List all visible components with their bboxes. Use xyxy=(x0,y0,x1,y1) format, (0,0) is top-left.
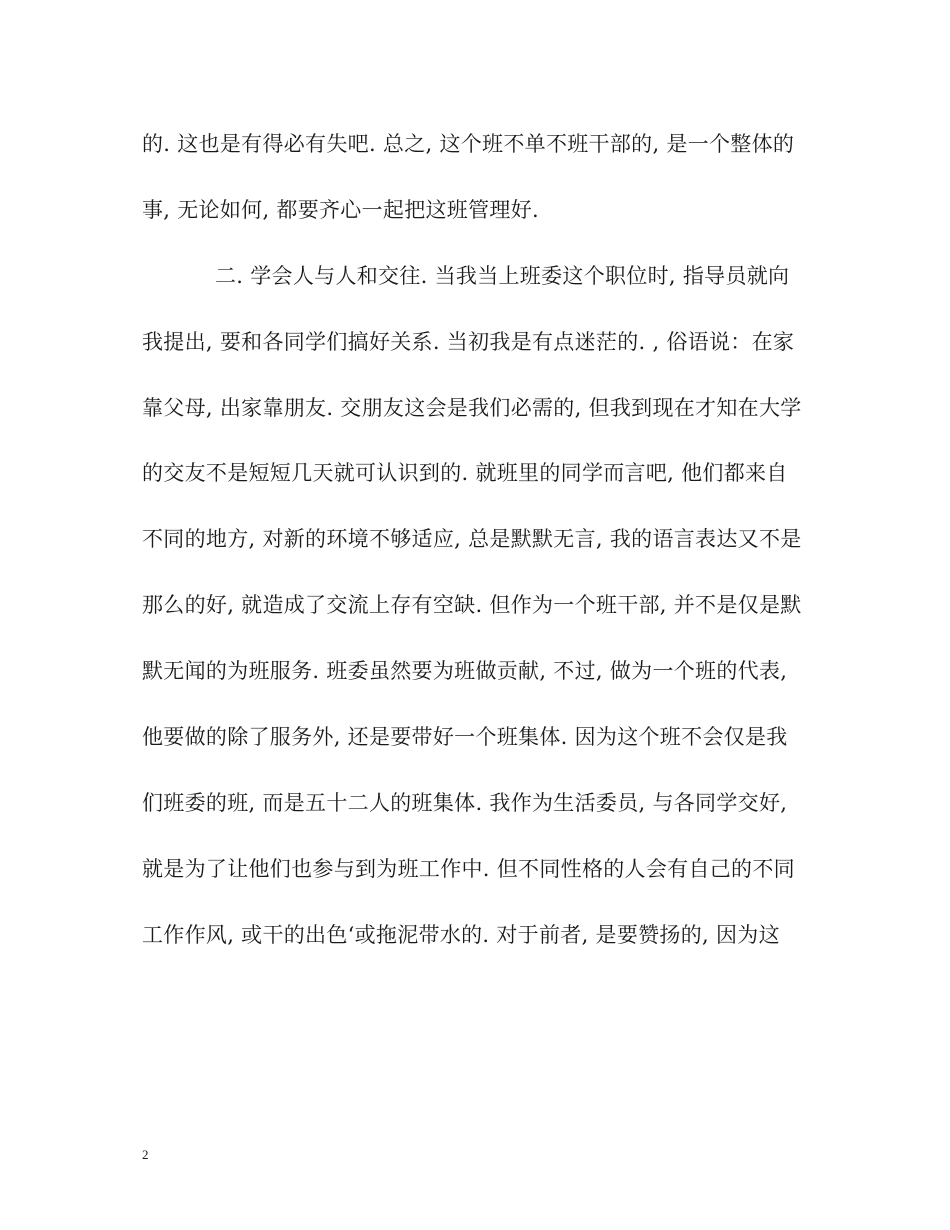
text-line: 的. 这也是有得必有失吧. 总之, 这个班不单不班干部的, 是一个整体的 xyxy=(142,132,795,156)
text-line: 他要做的除了服务外, 还是要带好一个班集体. 因为这个班不会仅是我 xyxy=(142,725,788,750)
text-line: 就是为了让他们也参与到为班工作中. 但不同性格的人会有自己的不同 xyxy=(142,856,795,881)
text-line: 们班委的班, 而是五十二人的班集体. 我作为生活委员, 与各同学交好, xyxy=(142,790,788,815)
text-line: 工作作风, 或干的出色‘或拖泥带水的. 对于前者, 是要赞扬的, 因为这 xyxy=(142,922,780,947)
text-line: 靠父母, 出家靠朋友. 交朋友这会是我们必需的, 但我到现在才知在大学 xyxy=(142,395,802,420)
body-text xyxy=(142,122,812,979)
text-line: 我提出, 要和各同学们搞好关系. 当初我是有点迷茫的. , 俗语说：在家 xyxy=(142,329,795,354)
page-number: 2 xyxy=(142,1147,149,1162)
text-line: 事, 无论如何, 都要齐心一起把这班管理好. xyxy=(142,197,539,222)
text-line: 那么的好, 就造成了交流上存有空缺. 但作为一个班干部, 并不是仅是默 xyxy=(142,593,802,618)
paragraph-start-line: 二. 学会人与人和交往. 当我当上班委这个职位时, 指导员就向 xyxy=(215,263,790,288)
text-line: 默无闻的为班服务. 班委虽然要为班做贡献, 不过, 做为一个班的代表, xyxy=(142,659,788,684)
text-line: 的交友不是短短几天就可认识到的. 就班里的同学而言吧, 他们都来自 xyxy=(142,461,788,486)
text-line: 不同的地方, 对新的环境不够适应, 总是默默无言, 我的语言表达又不是 xyxy=(142,527,802,552)
